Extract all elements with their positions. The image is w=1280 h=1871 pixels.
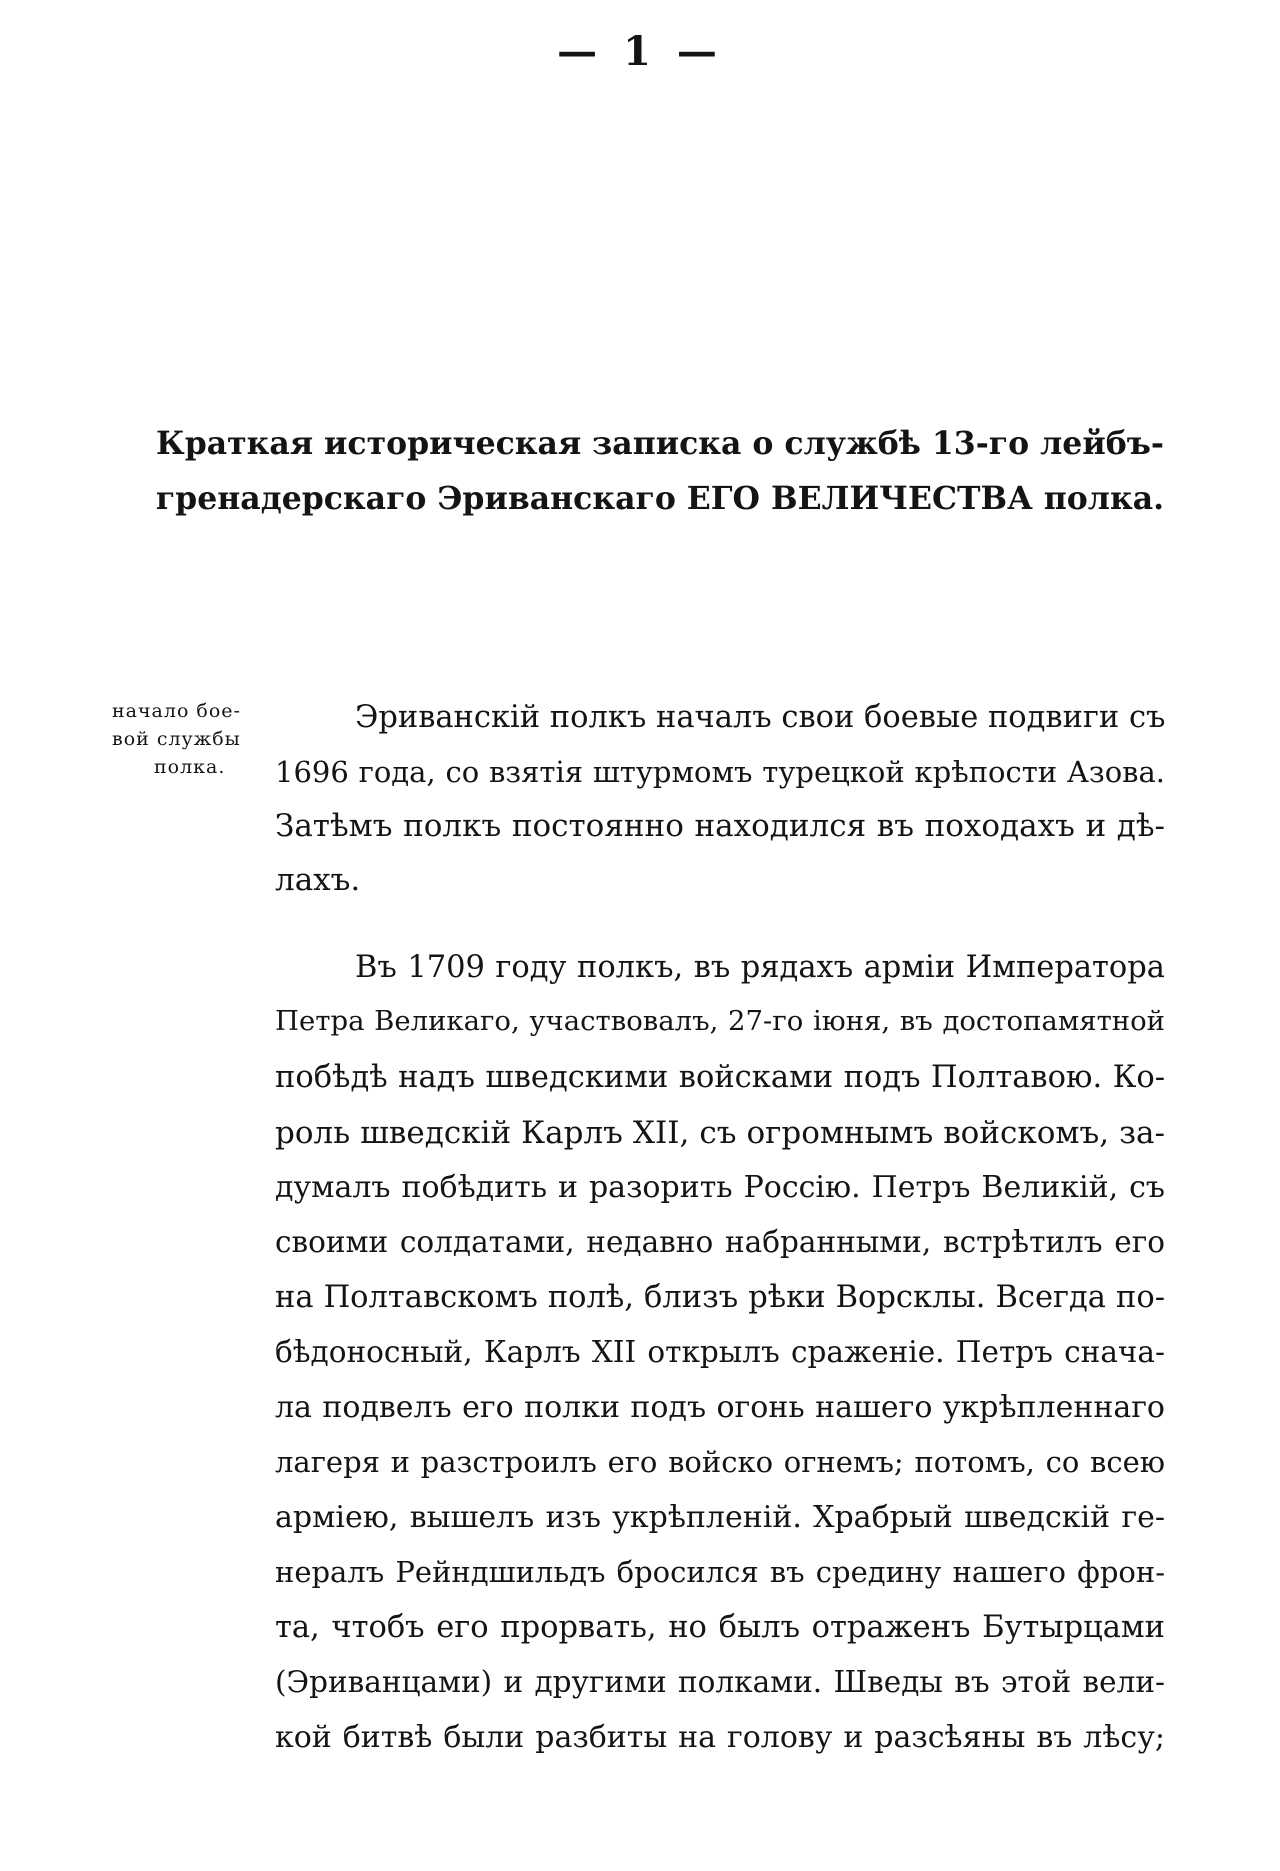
margin-note — [112, 697, 272, 781]
margin-note-line: начало бое- — [112, 700, 241, 722]
text-line: та, чтобъ его прорвать, но былъ отраженъ Бутырцами — [275, 1610, 1165, 1645]
text-line: кой битвѣ были разбиты на голову и разсѣяны въ лѣсу; — [275, 1720, 1165, 1755]
document-title-line-1: Краткая историческая записка о службѣ 13-го лейбъ- — [156, 425, 1164, 462]
text-line: Петра Великаго, участвовалъ, 27-го іюня, въ достопамятной — [275, 1005, 1165, 1037]
text-line: на Полтавскомъ полѣ, близъ рѣки Ворсклы. Всегда по- — [275, 1280, 1165, 1315]
text-line: (Эриванцами) и другими полками. Шведы въ этой вели- — [275, 1665, 1165, 1699]
text-line: своими солдатами, недавно набранными, встрѣтилъ его — [275, 1225, 1165, 1259]
text-line: лахъ. — [275, 862, 361, 898]
text-line: нералъ Рейндшильдъ бросился въ средину нашего фрон- — [275, 1555, 1165, 1589]
document-title-line-2: гренадерскаго Эриванскаго ЕГО ВЕЛИЧЕСТВА полка. — [155, 480, 1165, 517]
text-line: бѣдоносный, Карлъ XII открылъ сраженіе. Петръ снача- — [275, 1335, 1165, 1369]
text-line: Въ 1709 году полкъ, въ рядахъ арміи Императора — [355, 950, 1165, 985]
text-line: ла подвелъ его полки подъ огонь нашего укрѣпленнаго — [275, 1390, 1165, 1425]
page-number: — 1 — — [557, 28, 723, 75]
text-line: 1696 года, со взятія штурмомъ турецкой крѣпости Азова. — [275, 755, 1165, 789]
text-line: арміею, вышелъ изъ укрѣпленій. Храбрый шведскій ге- — [275, 1500, 1165, 1535]
margin-note-line: вой службы — [112, 728, 241, 750]
text-line: лагеря и разстроилъ его войско огнемъ; потомъ, со всею — [275, 1445, 1165, 1479]
text-line: побѣдѣ надъ шведскими войсками подъ Полтавою. Ко- — [275, 1060, 1165, 1095]
text-line: роль шведскій Карлъ XII, съ огромнымъ войскомъ, за- — [275, 1115, 1165, 1151]
margin-note-line: полка. — [154, 756, 226, 778]
text-line: Эриванскій полкъ началъ свои боевые подвиги съ — [355, 700, 1166, 735]
text-line: думалъ побѣдить и разорить Россію. Петръ Великій, съ — [275, 1170, 1165, 1205]
text-line: Затѣмъ полкъ постоянно находился въ походахъ и дѣ- — [275, 808, 1165, 844]
